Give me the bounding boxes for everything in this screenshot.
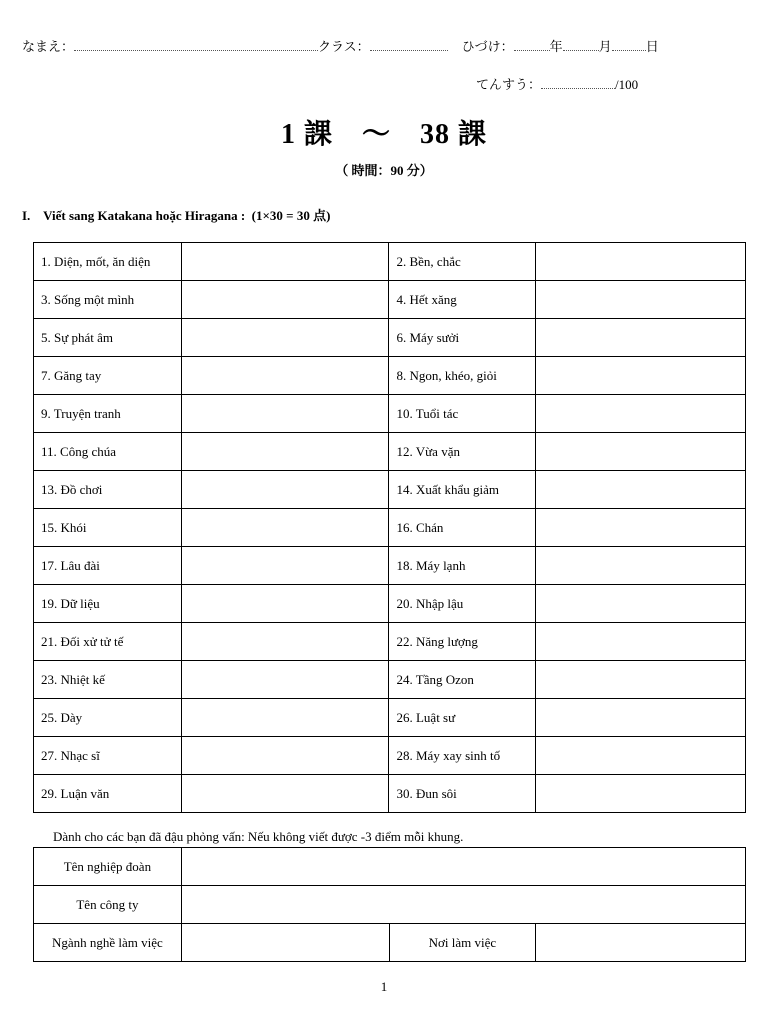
table-row xyxy=(34,357,746,395)
day-label: 日 xyxy=(645,40,659,55)
score-total: /100 xyxy=(615,77,639,92)
job-input[interactable] xyxy=(181,924,389,962)
answer-cell[interactable] xyxy=(181,281,389,319)
vocab-prompt: 17. Lâu đài xyxy=(34,547,182,585)
answer-cell[interactable] xyxy=(536,471,746,509)
vocab-prompt: 7. Găng tay xyxy=(34,357,182,395)
answer-cell[interactable] xyxy=(181,699,389,737)
vocab-prompt: 4. Hết xăng xyxy=(389,281,536,319)
vocab-prompt: 29. Luận văn xyxy=(34,775,182,813)
header-row xyxy=(22,36,742,55)
vocab-prompt: 1. Diện, mốt, ăn diện xyxy=(34,243,182,281)
vocab-prompt: 2. Bền, chắc xyxy=(389,243,536,281)
vocab-table xyxy=(33,242,746,813)
company-label: Tên công ty xyxy=(34,886,182,924)
interview-note: Dành cho các bạn đã đậu phỏng vấn: Nếu không viết được -3 điểm mỗi khung. xyxy=(53,829,464,844)
year-label: 年 xyxy=(549,40,563,55)
day-field[interactable] xyxy=(612,40,646,51)
vocab-prompt: 30. Đun sôi xyxy=(389,775,536,813)
table-row xyxy=(34,924,746,962)
table-row xyxy=(34,547,746,585)
answer-cell[interactable] xyxy=(536,395,746,433)
score-field[interactable] xyxy=(541,78,615,89)
vocab-prompt: 13. Đồ chơi xyxy=(34,471,182,509)
answer-cell[interactable] xyxy=(181,509,389,547)
vocab-prompt: 25. Dày xyxy=(34,699,182,737)
vocab-prompt: 14. Xuất khẩu giảm xyxy=(389,471,536,509)
page-number: 1 xyxy=(380,979,388,994)
vocab-prompt: 9. Truyện tranh xyxy=(34,395,182,433)
vocab-prompt: 5. Sự phát âm xyxy=(34,319,182,357)
answer-cell[interactable] xyxy=(536,433,746,471)
interview-table xyxy=(33,847,746,962)
answer-cell[interactable] xyxy=(181,319,389,357)
answer-cell[interactable] xyxy=(181,737,389,775)
table-row xyxy=(34,319,746,357)
vocab-prompt: 15. Khói xyxy=(34,509,182,547)
answer-cell[interactable] xyxy=(181,547,389,585)
class-field[interactable] xyxy=(370,40,448,51)
job-label: Ngành nghề làm việc xyxy=(34,924,182,962)
answer-cell[interactable] xyxy=(536,623,746,661)
score-label: てんすう： xyxy=(476,78,542,93)
answer-cell[interactable] xyxy=(181,395,389,433)
answer-cell[interactable] xyxy=(536,775,746,813)
table-row xyxy=(34,585,746,623)
answer-cell[interactable] xyxy=(181,775,389,813)
vocab-prompt: 23. Nhiệt kế xyxy=(34,661,182,699)
answer-cell[interactable] xyxy=(536,547,746,585)
answer-cell[interactable] xyxy=(536,509,746,547)
workplace-input[interactable] xyxy=(536,924,746,962)
name-field[interactable] xyxy=(74,40,318,51)
section-heading: I. Viết sang Katakana hoặc Hiragana : (1×30 = 30 点) xyxy=(22,208,331,223)
answer-cell[interactable] xyxy=(536,357,746,395)
answer-cell[interactable] xyxy=(181,585,389,623)
vocab-prompt: 27. Nhạc sĩ xyxy=(34,737,182,775)
page-title: 1 課 ～ 38 課 xyxy=(280,119,487,150)
answer-cell[interactable] xyxy=(181,433,389,471)
table-row xyxy=(34,281,746,319)
month-label: 月 xyxy=(598,40,612,55)
answer-cell[interactable] xyxy=(181,623,389,661)
table-row xyxy=(34,661,746,699)
name-label: なまえ： xyxy=(22,40,75,55)
answer-cell[interactable] xyxy=(181,471,389,509)
answer-cell[interactable] xyxy=(536,661,746,699)
vocab-prompt: 18. Máy lạnh xyxy=(389,547,536,585)
answer-cell[interactable] xyxy=(181,243,389,281)
table-row xyxy=(34,848,746,886)
table-row xyxy=(34,243,746,281)
vocab-prompt: 19. Dữ liệu xyxy=(34,585,182,623)
answer-cell[interactable] xyxy=(536,319,746,357)
table-row xyxy=(34,699,746,737)
vocab-prompt: 21. Đối xử tử tế xyxy=(34,623,182,661)
answer-cell[interactable] xyxy=(536,699,746,737)
table-row xyxy=(34,433,746,471)
vocab-prompt: 20. Nhập lậu xyxy=(389,585,536,623)
vocab-prompt: 16. Chán xyxy=(389,509,536,547)
union-label: Tên nghiệp đoàn xyxy=(34,848,182,886)
company-input[interactable] xyxy=(181,886,745,924)
class-label: クラス： xyxy=(318,40,370,55)
answer-cell[interactable] xyxy=(181,661,389,699)
table-row xyxy=(34,471,746,509)
answer-cell[interactable] xyxy=(536,243,746,281)
table-row xyxy=(34,886,746,924)
table-row xyxy=(34,395,746,433)
vocab-prompt: 8. Ngon, khéo, giỏi xyxy=(389,357,536,395)
table-row xyxy=(34,775,746,813)
answer-cell[interactable] xyxy=(536,281,746,319)
vocab-prompt: 11. Công chúa xyxy=(34,433,182,471)
score-row xyxy=(476,74,638,93)
answer-cell[interactable] xyxy=(181,357,389,395)
time-subtitle: （ 時間：90 分） xyxy=(335,163,433,178)
month-field[interactable] xyxy=(563,40,599,51)
union-input[interactable] xyxy=(181,848,745,886)
workplace-label: Nơi làm việc xyxy=(389,924,536,962)
vocab-prompt: 10. Tuổi tác xyxy=(389,395,536,433)
vocab-prompt: 26. Luật sư xyxy=(389,699,536,737)
date-label: ひづけ： xyxy=(461,40,514,55)
vocab-prompt: 22. Năng lượng xyxy=(389,623,536,661)
table-row xyxy=(34,737,746,775)
table-row xyxy=(34,623,746,661)
answer-cell[interactable] xyxy=(536,585,746,623)
year-field[interactable] xyxy=(514,40,550,51)
vocab-prompt: 24. Tầng Ozon xyxy=(389,661,536,699)
table-row xyxy=(34,509,746,547)
vocab-prompt: 28. Máy xay sinh tố xyxy=(389,737,536,775)
vocab-prompt: 6. Máy sưởi xyxy=(389,319,536,357)
answer-cell[interactable] xyxy=(536,737,746,775)
vocab-prompt: 12. Vừa vặn xyxy=(389,433,536,471)
vocab-prompt: 3. Sống một mình xyxy=(34,281,182,319)
